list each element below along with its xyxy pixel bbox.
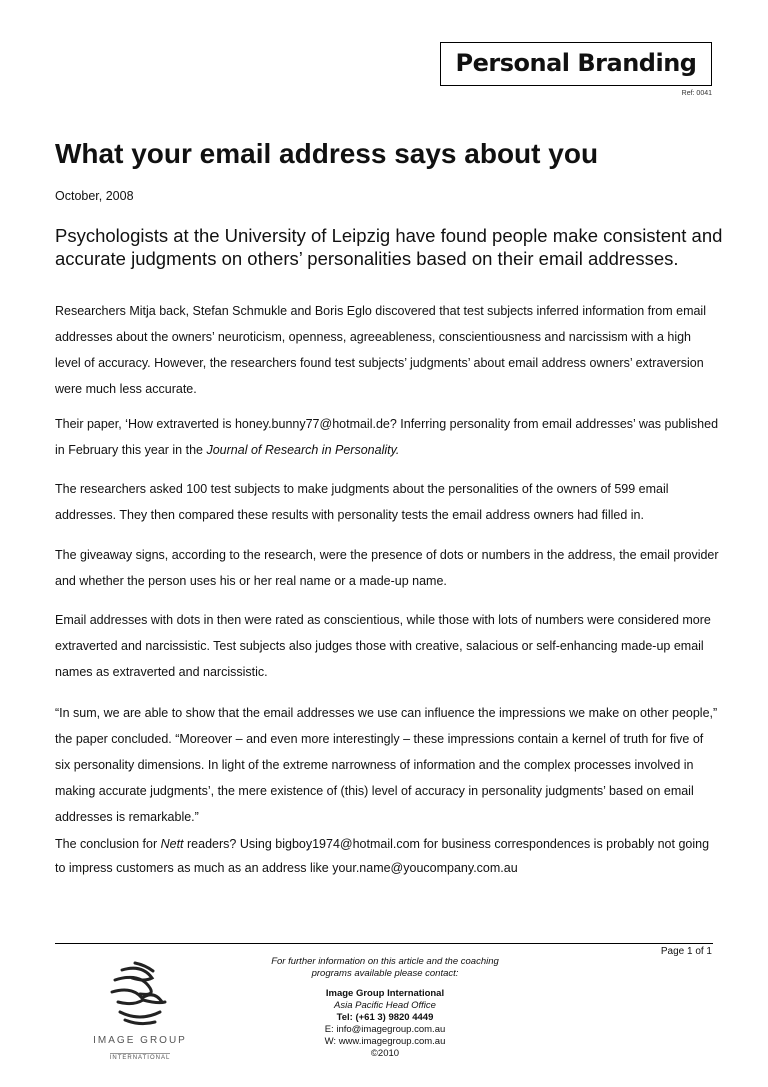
office-name: Asia Pacific Head Office: [334, 1000, 436, 1011]
paragraph-7-b: readers? Using bigboy1974@hotmail.com for business correspondences is probably not going to impress customers as much as an address like your.name@youcompany.com.au: [55, 837, 710, 875]
company-name: Image Group International: [325, 988, 445, 999]
paragraph-2: [55, 411, 720, 463]
page-number: Page 1 of 1: [660, 946, 712, 957]
paragraph-6: “In sum, we are able to show that the email addresses we use can influence the impressions we make on other people,” the paper concluded. “Moreover – and even more interestingly – these impressions contain a kernel of truth for five of six personality dimensions. In light of the extreme narrowness of information and the complex processes involved in making accurate judgments’, the mere existence of (this) level of accuracy in personality judgments’ based on email addresses is remarkable.”: [55, 706, 718, 824]
journal-name: Journal of Research in Personality.: [206, 443, 400, 457]
brand-box: Personal Branding: [440, 42, 712, 86]
website-link[interactable]: W: www.imagegroup.com.au: [324, 1036, 446, 1047]
phone-number: Tel: (+61 3) 9820 4449: [336, 1012, 434, 1023]
swirl-logo-icon: [100, 958, 180, 1028]
paragraph-7-a: The conclusion for: [55, 837, 161, 851]
article-date: October, 2008: [55, 189, 134, 203]
logo-name: IMAGE GROUP: [93, 1035, 187, 1046]
copyright: ©2010: [370, 1048, 400, 1059]
contact-intro: For further information on this article and the coaching programs available please contact:: [271, 956, 499, 979]
lead-paragraph: Psychologists at the University of Leipzig have found people make consistent and accurate judgments on others’ personalities based on their email addresses.: [55, 225, 723, 269]
paragraph-1: Researchers Mitja back, Stefan Schmukle and Boris Eglo discovered that test subjects inferred information from email addresses about the owners’ neuroticism, openness, agreeableness, conscientiousness and narcissism with a high level of accuracy. However, the researchers found test subjects’ judgments’ about email address owners’ extraversion were much less accurate.: [55, 304, 706, 396]
footer-divider: [55, 943, 713, 944]
company-logo: [80, 958, 200, 1061]
email-address[interactable]: E: info@imagegroup.com.au: [324, 1024, 446, 1035]
paragraph-7: [55, 832, 720, 880]
reference-number: Ref: 0041: [681, 90, 712, 97]
paragraph-2-text: Their paper, ‘How extraverted is honey.bunny77@hotmail.de? Inferring personality from email addresses’ was published in February this year in the: [55, 417, 719, 457]
article-title: What your email address says about you: [55, 138, 599, 169]
paragraph-4: The giveaway signs, according to the research, were the presence of dots or numbers in the address, the email provider and whether the person uses his or her real name or a made-up name.: [55, 548, 719, 588]
nett-name: Nett: [160, 837, 184, 851]
paragraph-5: Email addresses with dots in then were rated as conscientious, while those with lots of numbers were considered more extraverted and narcissistic. Test subjects also judges those with creative, salacious or self-enhancing made-up email names as extraverted and narcissistic.: [55, 613, 711, 679]
contact-block: [260, 956, 510, 1060]
paragraph-3: The researchers asked 100 test subjects to make judgments about the personalities of the owners of 599 email addresses. They then compared these results with personality tests the email address owners had filled in.: [55, 482, 669, 522]
logo-subtitle: INTERNATIONAL: [109, 1055, 171, 1061]
